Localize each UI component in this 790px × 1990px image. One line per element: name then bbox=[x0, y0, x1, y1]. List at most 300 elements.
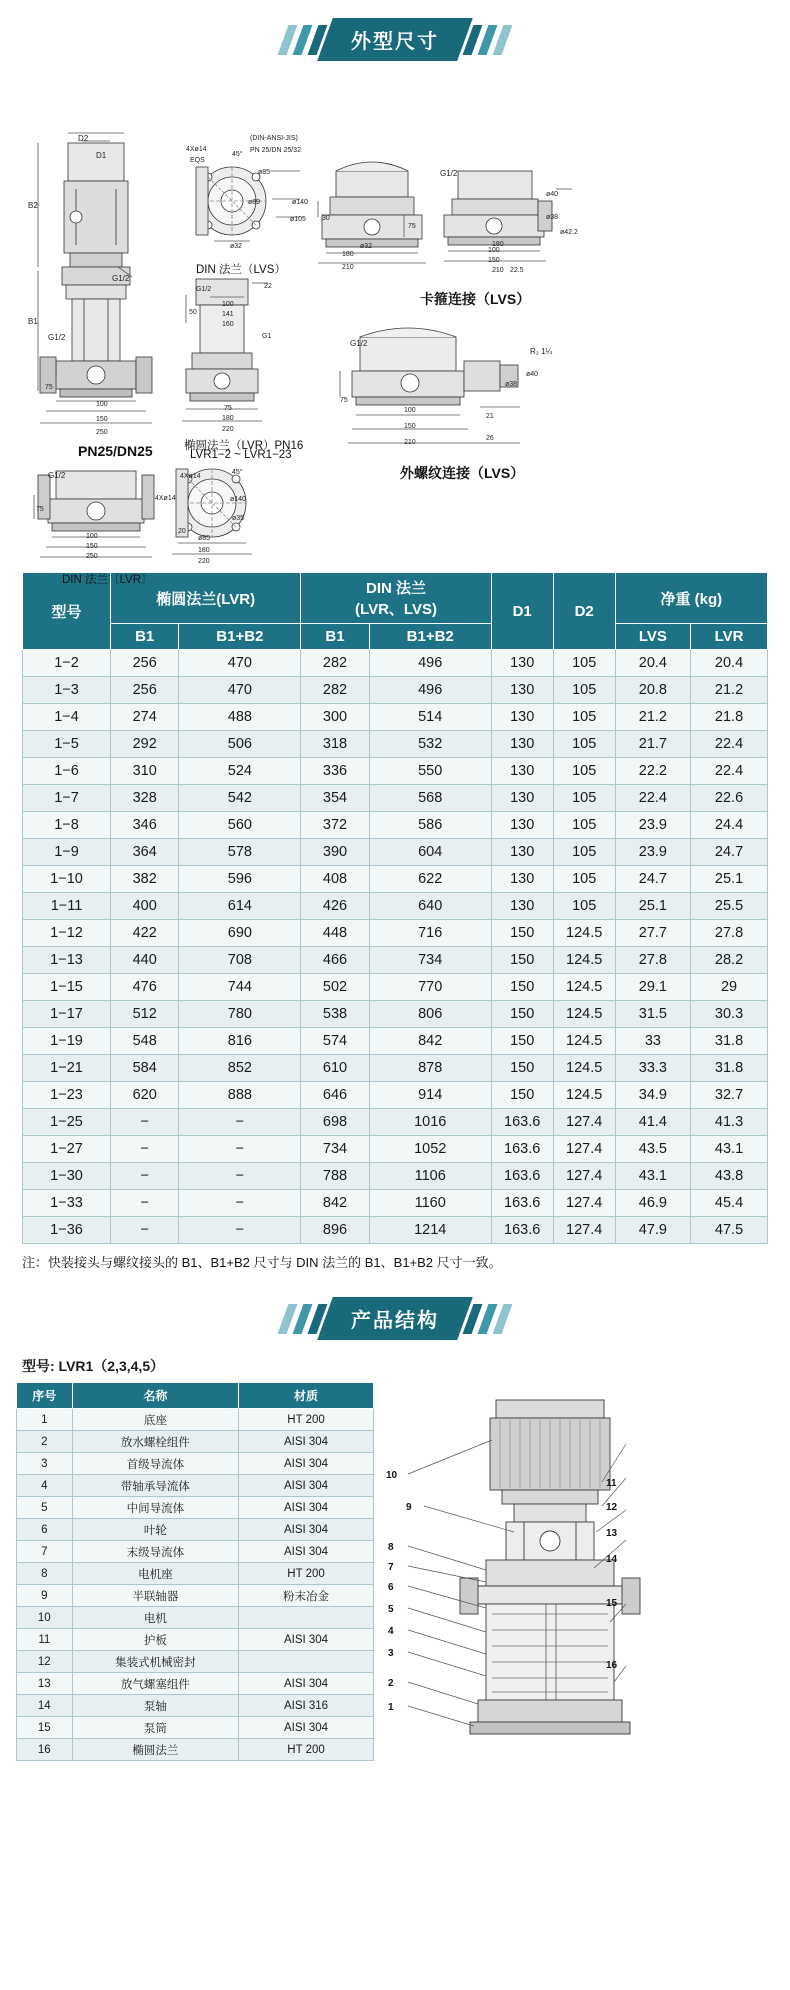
drawing-label: 100 bbox=[96, 401, 108, 408]
cell-d2: 105 bbox=[553, 893, 615, 920]
cell-din-b1: 896 bbox=[301, 1217, 369, 1244]
header-oval-flange: 椭圆法兰(LVR) bbox=[111, 573, 301, 624]
drawing-label: 45° bbox=[232, 151, 243, 158]
cell-din-b1: 426 bbox=[301, 893, 369, 920]
cell-part-material: AISI 304 bbox=[239, 1519, 374, 1541]
cell-part-name: 电机 bbox=[72, 1607, 238, 1629]
cell-oval-b1b2: 596 bbox=[179, 866, 301, 893]
cell-weight-lvr: 32.7 bbox=[691, 1082, 768, 1109]
drawing-label: 4Xø14 bbox=[155, 495, 176, 502]
cell-model: 1−9 bbox=[23, 839, 111, 866]
cell-din-b1: 336 bbox=[301, 758, 369, 785]
cell-weight-lvs: 33.3 bbox=[615, 1055, 690, 1082]
cell-d1: 130 bbox=[491, 866, 553, 893]
table-row bbox=[23, 920, 768, 947]
cell-oval-b1b2: 690 bbox=[179, 920, 301, 947]
cell-d2: 105 bbox=[553, 812, 615, 839]
drawing-label: ø42.2 bbox=[560, 229, 578, 236]
drawing-label: 150 bbox=[86, 543, 98, 550]
cell-part-no: 5 bbox=[17, 1497, 73, 1519]
cell-part-material: AISI 304 bbox=[239, 1497, 374, 1519]
cell-oval-b1: − bbox=[111, 1190, 179, 1217]
drawing-label: PN 25/DN 25/32 bbox=[250, 147, 301, 154]
table-row bbox=[23, 812, 768, 839]
drawing-label: 220 bbox=[222, 426, 234, 433]
header-weight-lvr: LVR bbox=[691, 624, 768, 650]
cell-part-material: AISI 304 bbox=[239, 1431, 374, 1453]
drawing-label: 75 bbox=[340, 397, 348, 404]
cell-part-no: 9 bbox=[17, 1585, 73, 1607]
cell-d1: 130 bbox=[491, 812, 553, 839]
cell-d1: 130 bbox=[491, 785, 553, 812]
cell-part-no: 7 bbox=[17, 1541, 73, 1563]
cell-d2: 105 bbox=[553, 785, 615, 812]
cell-oval-b1: 440 bbox=[111, 947, 179, 974]
cell-part-material: AISI 304 bbox=[239, 1673, 374, 1695]
cell-weight-lvs: 20.4 bbox=[615, 650, 690, 677]
cell-d1: 163.6 bbox=[491, 1136, 553, 1163]
drawing-label: 4Xø14 bbox=[186, 146, 207, 153]
cell-din-b1b2: 734 bbox=[369, 947, 491, 974]
table-row bbox=[17, 1453, 374, 1475]
drawing-label: ø85 bbox=[198, 535, 211, 542]
drawing-label: 100 bbox=[86, 533, 98, 540]
cell-oval-b1b2: 470 bbox=[179, 677, 301, 704]
cell-model: 1−13 bbox=[23, 947, 111, 974]
drawing-label: ø38 bbox=[505, 381, 518, 388]
cell-part-name: 护板 bbox=[72, 1629, 238, 1651]
cell-weight-lvr: 43.1 bbox=[691, 1136, 768, 1163]
cell-d2: 105 bbox=[553, 839, 615, 866]
drawing-label: 4Xø14 bbox=[180, 473, 201, 480]
drawing-label: G1/2 bbox=[112, 274, 130, 283]
cell-part-material: AISI 304 bbox=[239, 1453, 374, 1475]
drawing-label: 卡箍连接（LVS） bbox=[420, 291, 531, 307]
cell-weight-lvr: 25.1 bbox=[691, 866, 768, 893]
drawing-label: ø32 bbox=[360, 243, 373, 250]
cell-oval-b1: 256 bbox=[111, 677, 179, 704]
cell-din-b1: 610 bbox=[301, 1055, 369, 1082]
table-row bbox=[23, 839, 768, 866]
section-banner-structure bbox=[0, 1297, 790, 1340]
cell-din-b1b2: 496 bbox=[369, 677, 491, 704]
cell-part-material: HT 200 bbox=[239, 1563, 374, 1585]
drawing-label: 45° bbox=[232, 469, 243, 476]
cell-weight-lvs: 27.8 bbox=[615, 947, 690, 974]
table-row bbox=[23, 1163, 768, 1190]
table-row bbox=[23, 947, 768, 974]
pump-callout-number: 14 bbox=[606, 1554, 618, 1565]
table-row bbox=[17, 1585, 374, 1607]
cell-weight-lvs: 21.7 bbox=[615, 731, 690, 758]
cell-din-b1: 502 bbox=[301, 974, 369, 1001]
banner-right-slashes bbox=[465, 25, 510, 55]
cell-oval-b1: 548 bbox=[111, 1028, 179, 1055]
drawing-label: R₂ 1¼ bbox=[530, 347, 553, 356]
table-row bbox=[23, 1190, 768, 1217]
drawing-label: ø38 bbox=[546, 214, 559, 221]
drawing-label: ø40 bbox=[546, 191, 559, 198]
cell-d2: 124.5 bbox=[553, 1001, 615, 1028]
cell-din-b1: 788 bbox=[301, 1163, 369, 1190]
cell-oval-b1: 310 bbox=[111, 758, 179, 785]
cell-oval-b1: 292 bbox=[111, 731, 179, 758]
pump-callout-number: 7 bbox=[388, 1562, 394, 1573]
parts-header-name: 名称 bbox=[72, 1383, 238, 1409]
drawing-label: G1 bbox=[262, 333, 272, 340]
section-banner-dimensions bbox=[0, 18, 790, 61]
pump-callout-number: 11 bbox=[606, 1478, 617, 1489]
cell-weight-lvs: 31.5 bbox=[615, 1001, 690, 1028]
table-row bbox=[23, 677, 768, 704]
drawing-label: 30 bbox=[322, 215, 330, 222]
pump-callout-number: 1 bbox=[388, 1702, 394, 1713]
cell-din-b1: 390 bbox=[301, 839, 369, 866]
drawing-label: 100 bbox=[404, 407, 416, 414]
cell-d2: 127.4 bbox=[553, 1217, 615, 1244]
cell-d1: 130 bbox=[491, 839, 553, 866]
drawing-label: 150 bbox=[488, 257, 500, 264]
cell-part-no: 8 bbox=[17, 1563, 73, 1585]
cell-din-b1: 538 bbox=[301, 1001, 369, 1028]
cell-weight-lvs: 34.9 bbox=[615, 1082, 690, 1109]
cell-part-material: AISI 304 bbox=[239, 1717, 374, 1739]
pump-callout-number: 12 bbox=[606, 1502, 618, 1513]
cell-part-material: AISI 304 bbox=[239, 1475, 374, 1497]
cell-d1: 130 bbox=[491, 677, 553, 704]
drawing-label: G1/2 bbox=[196, 286, 212, 293]
cell-model: 1−5 bbox=[23, 731, 111, 758]
cell-weight-lvs: 25.1 bbox=[615, 893, 690, 920]
cell-din-b1: 448 bbox=[301, 920, 369, 947]
cell-weight-lvs: 21.2 bbox=[615, 704, 690, 731]
drawing-label: 210 bbox=[404, 439, 416, 446]
table-row bbox=[23, 650, 768, 677]
cell-weight-lvr: 21.8 bbox=[691, 704, 768, 731]
cell-d2: 124.5 bbox=[553, 1028, 615, 1055]
cell-weight-lvr: 30.3 bbox=[691, 1001, 768, 1028]
cell-part-material: AISI 304 bbox=[239, 1629, 374, 1651]
drawing-label: 50 bbox=[189, 309, 197, 316]
table-row bbox=[17, 1431, 374, 1453]
cell-model: 1−3 bbox=[23, 677, 111, 704]
drawing-label: (DIN-ANSI-JIS) bbox=[250, 135, 298, 142]
table-row bbox=[17, 1673, 374, 1695]
header-din-b1b2: B1+B2 bbox=[369, 624, 491, 650]
cell-weight-lvs: 23.9 bbox=[615, 839, 690, 866]
drawing-label: ø105 bbox=[290, 216, 306, 223]
drawing-label: DIN 法兰（LVS） bbox=[196, 264, 286, 276]
cell-d1: 163.6 bbox=[491, 1109, 553, 1136]
cell-oval-b1b2: 560 bbox=[179, 812, 301, 839]
cell-din-b1: 372 bbox=[301, 812, 369, 839]
cell-d1: 150 bbox=[491, 974, 553, 1001]
header-d1: D1 bbox=[491, 573, 553, 650]
cell-oval-b1: − bbox=[111, 1163, 179, 1190]
cell-d1: 150 bbox=[491, 1028, 553, 1055]
cell-model: 1−19 bbox=[23, 1028, 111, 1055]
cell-oval-b1b2: 524 bbox=[179, 758, 301, 785]
drawing-label: 210 bbox=[342, 264, 354, 271]
cell-weight-lvs: 43.5 bbox=[615, 1136, 690, 1163]
cell-weight-lvs: 23.9 bbox=[615, 812, 690, 839]
cell-weight-lvs: 22.2 bbox=[615, 758, 690, 785]
drawing-label: 180 bbox=[222, 415, 234, 422]
drawing-label: ø89 bbox=[248, 199, 261, 206]
cell-oval-b1b2: − bbox=[179, 1163, 301, 1190]
cell-din-b1b2: 604 bbox=[369, 839, 491, 866]
drawing-label: 141 bbox=[222, 311, 234, 318]
cell-din-b1: 466 bbox=[301, 947, 369, 974]
cell-din-b1: 354 bbox=[301, 785, 369, 812]
cell-weight-lvs: 20.8 bbox=[615, 677, 690, 704]
drawing-label: ø140 bbox=[292, 199, 308, 206]
cell-part-name: 椭圆法兰 bbox=[72, 1739, 238, 1761]
drawing-label: 26 bbox=[486, 435, 494, 442]
cell-d1: 150 bbox=[491, 1082, 553, 1109]
drawing-label: D1 bbox=[96, 151, 107, 160]
cell-oval-b1b2: 470 bbox=[179, 650, 301, 677]
cell-oval-b1: − bbox=[111, 1136, 179, 1163]
cell-din-b1b2: 1016 bbox=[369, 1109, 491, 1136]
table-row bbox=[17, 1541, 374, 1563]
drawing-label: 220 bbox=[198, 558, 210, 565]
cell-d2: 124.5 bbox=[553, 947, 615, 974]
cell-d2: 127.4 bbox=[553, 1163, 615, 1190]
drawing-label: 22.5 bbox=[510, 267, 524, 274]
cell-oval-b1b2: 614 bbox=[179, 893, 301, 920]
drawing-label: G1/2 bbox=[48, 333, 66, 342]
cell-oval-b1: 400 bbox=[111, 893, 179, 920]
cell-d2: 105 bbox=[553, 731, 615, 758]
cell-din-b1: 282 bbox=[301, 650, 369, 677]
cell-part-name: 中间导流体 bbox=[72, 1497, 238, 1519]
drawing-label: DIN 法兰〔LVR〕 bbox=[62, 574, 153, 586]
table-row bbox=[23, 731, 768, 758]
cell-din-b1b2: 532 bbox=[369, 731, 491, 758]
cell-part-no: 12 bbox=[17, 1651, 73, 1673]
cell-weight-lvr: 29 bbox=[691, 974, 768, 1001]
drawing-label: 22 bbox=[264, 283, 272, 290]
cell-model: 1−10 bbox=[23, 866, 111, 893]
cell-din-b1b2: 716 bbox=[369, 920, 491, 947]
section-title-structure bbox=[317, 1297, 473, 1340]
cell-d2: 127.4 bbox=[553, 1190, 615, 1217]
cell-weight-lvs: 47.9 bbox=[615, 1217, 690, 1244]
cell-din-b1b2: 514 bbox=[369, 704, 491, 731]
cell-model: 1−33 bbox=[23, 1190, 111, 1217]
cell-din-b1: 646 bbox=[301, 1082, 369, 1109]
drawing-label: ø32 bbox=[230, 243, 243, 250]
cell-part-no: 15 bbox=[17, 1717, 73, 1739]
drawing-label: 150 bbox=[404, 423, 416, 430]
cell-part-material bbox=[239, 1651, 374, 1673]
header-din-b1: B1 bbox=[301, 624, 369, 650]
cell-part-material: AISI 316 bbox=[239, 1695, 374, 1717]
drawing-label: 75 bbox=[224, 405, 232, 412]
cell-model: 1−36 bbox=[23, 1217, 111, 1244]
cell-d2: 105 bbox=[553, 758, 615, 785]
cell-weight-lvr: 22.6 bbox=[691, 785, 768, 812]
cell-weight-lvr: 25.5 bbox=[691, 893, 768, 920]
table-row bbox=[23, 974, 768, 1001]
pump-callout-number: 15 bbox=[606, 1598, 618, 1609]
cell-d2: 124.5 bbox=[553, 974, 615, 1001]
cell-din-b1b2: 586 bbox=[369, 812, 491, 839]
drawing-label: G1/2 bbox=[350, 339, 368, 348]
cell-model: 1−2 bbox=[23, 650, 111, 677]
cell-d1: 130 bbox=[491, 893, 553, 920]
cell-part-name: 电机座 bbox=[72, 1563, 238, 1585]
cell-oval-b1: 328 bbox=[111, 785, 179, 812]
pump-callout-number: 4 bbox=[388, 1626, 394, 1637]
cell-weight-lvr: 45.4 bbox=[691, 1190, 768, 1217]
pump-callout-number: 3 bbox=[388, 1648, 394, 1659]
drawing-label: 210 bbox=[492, 267, 504, 274]
drawing-label: ø140 bbox=[230, 496, 246, 503]
drawing-label: 100 bbox=[488, 247, 500, 254]
cell-oval-b1b2: 744 bbox=[179, 974, 301, 1001]
pump-callout-number: 5 bbox=[388, 1604, 394, 1615]
drawing-label: B1 bbox=[28, 317, 38, 326]
drawing-label: 75 bbox=[408, 223, 416, 230]
header-d2: D2 bbox=[553, 573, 615, 650]
pump-structure-figure bbox=[374, 1382, 774, 1761]
table-row bbox=[23, 866, 768, 893]
cell-din-b1b2: 806 bbox=[369, 1001, 491, 1028]
drawing-label: ø40 bbox=[526, 371, 539, 378]
cell-din-b1: 318 bbox=[301, 731, 369, 758]
cell-weight-lvs: 22.4 bbox=[615, 785, 690, 812]
parts-table bbox=[16, 1382, 374, 1761]
cell-model: 1−23 bbox=[23, 1082, 111, 1109]
cell-din-b1b2: 1214 bbox=[369, 1217, 491, 1244]
cell-oval-b1b2: − bbox=[179, 1136, 301, 1163]
header-din-line2: (LVR、LVS) bbox=[355, 601, 437, 618]
cell-d2: 105 bbox=[553, 650, 615, 677]
cell-d2: 105 bbox=[553, 866, 615, 893]
banner-left-slashes bbox=[280, 1304, 325, 1334]
structure-model-label: 型号: LVR1（2,3,4,5） bbox=[22, 1358, 165, 1374]
cell-weight-lvs: 46.9 bbox=[615, 1190, 690, 1217]
table-row bbox=[17, 1519, 374, 1541]
cell-din-b1b2: 622 bbox=[369, 866, 491, 893]
table-row bbox=[23, 785, 768, 812]
table-row bbox=[23, 893, 768, 920]
header-din-flange bbox=[301, 573, 491, 624]
drawing-label: 外螺纹连接（LVS） bbox=[400, 465, 525, 481]
cell-oval-b1b2: − bbox=[179, 1109, 301, 1136]
cell-part-no: 2 bbox=[17, 1431, 73, 1453]
cell-din-b1b2: 550 bbox=[369, 758, 491, 785]
cell-model: 1−11 bbox=[23, 893, 111, 920]
drawing-label: 20 bbox=[178, 528, 186, 535]
cell-d2: 127.4 bbox=[553, 1136, 615, 1163]
structure-content bbox=[0, 1382, 790, 1761]
cell-part-name: 底座 bbox=[72, 1409, 238, 1431]
table-row bbox=[17, 1739, 374, 1761]
table-header-row-2 bbox=[23, 624, 768, 650]
cell-weight-lvs: 41.4 bbox=[615, 1109, 690, 1136]
header-oval-b1b2: B1+B2 bbox=[179, 624, 301, 650]
table-row bbox=[23, 1028, 768, 1055]
cell-oval-b1: 584 bbox=[111, 1055, 179, 1082]
cell-part-no: 14 bbox=[17, 1695, 73, 1717]
cell-d2: 105 bbox=[553, 677, 615, 704]
cell-weight-lvr: 22.4 bbox=[691, 731, 768, 758]
cell-d1: 163.6 bbox=[491, 1163, 553, 1190]
drawing-label: LVR1−2 ~ LVR1−23 bbox=[190, 449, 292, 461]
parts-header-no: 序号 bbox=[17, 1383, 73, 1409]
cell-part-material: HT 200 bbox=[239, 1409, 374, 1431]
table-row bbox=[23, 1082, 768, 1109]
cell-part-name: 泵轴 bbox=[72, 1695, 238, 1717]
dimension-table-wrap bbox=[0, 566, 790, 1244]
cell-oval-b1b2: 708 bbox=[179, 947, 301, 974]
cell-oval-b1b2: 780 bbox=[179, 1001, 301, 1028]
cell-model: 1−7 bbox=[23, 785, 111, 812]
cell-d1: 130 bbox=[491, 731, 553, 758]
page bbox=[0, 18, 790, 1781]
drawing-label: 椭圆法兰（LVR）PN16 bbox=[184, 440, 304, 452]
pump-callout-number: 16 bbox=[606, 1660, 618, 1671]
cell-model: 1−30 bbox=[23, 1163, 111, 1190]
drawing-label: 160 bbox=[222, 321, 234, 328]
cell-model: 1−27 bbox=[23, 1136, 111, 1163]
cell-weight-lvr: 43.8 bbox=[691, 1163, 768, 1190]
cell-oval-b1: 346 bbox=[111, 812, 179, 839]
drawing-label: 75 bbox=[36, 506, 44, 513]
cell-oval-b1: 274 bbox=[111, 704, 179, 731]
cell-d2: 105 bbox=[553, 704, 615, 731]
cell-part-material: HT 200 bbox=[239, 1739, 374, 1761]
cell-oval-b1: 256 bbox=[111, 650, 179, 677]
cell-part-no: 4 bbox=[17, 1475, 73, 1497]
pump-callout-number: 10 bbox=[386, 1470, 398, 1481]
cell-model: 1−4 bbox=[23, 704, 111, 731]
parts-header-row bbox=[17, 1383, 374, 1409]
cell-din-b1b2: 770 bbox=[369, 974, 491, 1001]
drawing-label: 100 bbox=[222, 301, 234, 308]
cell-weight-lvs: 24.7 bbox=[615, 866, 690, 893]
cell-part-name: 放水螺栓组件 bbox=[72, 1431, 238, 1453]
cell-part-material bbox=[239, 1607, 374, 1629]
cell-oval-b1b2: − bbox=[179, 1217, 301, 1244]
cell-din-b1b2: 914 bbox=[369, 1082, 491, 1109]
cell-oval-b1b2: 816 bbox=[179, 1028, 301, 1055]
cell-oval-b1: 512 bbox=[111, 1001, 179, 1028]
pump-callout-number: 2 bbox=[388, 1678, 394, 1689]
cell-part-name: 放气螺塞组件 bbox=[72, 1673, 238, 1695]
cell-d2: 124.5 bbox=[553, 920, 615, 947]
cell-part-no: 3 bbox=[17, 1453, 73, 1475]
cell-model: 1−8 bbox=[23, 812, 111, 839]
cell-part-no: 13 bbox=[17, 1673, 73, 1695]
table-row bbox=[17, 1651, 374, 1673]
cell-part-name: 末级导流体 bbox=[72, 1541, 238, 1563]
cell-d2: 127.4 bbox=[553, 1109, 615, 1136]
cell-din-b1: 282 bbox=[301, 677, 369, 704]
drawing-label: PN25/DN25 bbox=[78, 443, 153, 459]
section-title-dimensions bbox=[317, 18, 473, 61]
cell-oval-b1: − bbox=[111, 1217, 179, 1244]
drawing-label: 250 bbox=[96, 429, 108, 436]
drawing-label: G1/2 bbox=[440, 169, 458, 178]
cell-d2: 124.5 bbox=[553, 1082, 615, 1109]
header-model: 型号 bbox=[23, 573, 111, 650]
cell-oval-b1b2: 542 bbox=[179, 785, 301, 812]
table-row bbox=[17, 1717, 374, 1739]
